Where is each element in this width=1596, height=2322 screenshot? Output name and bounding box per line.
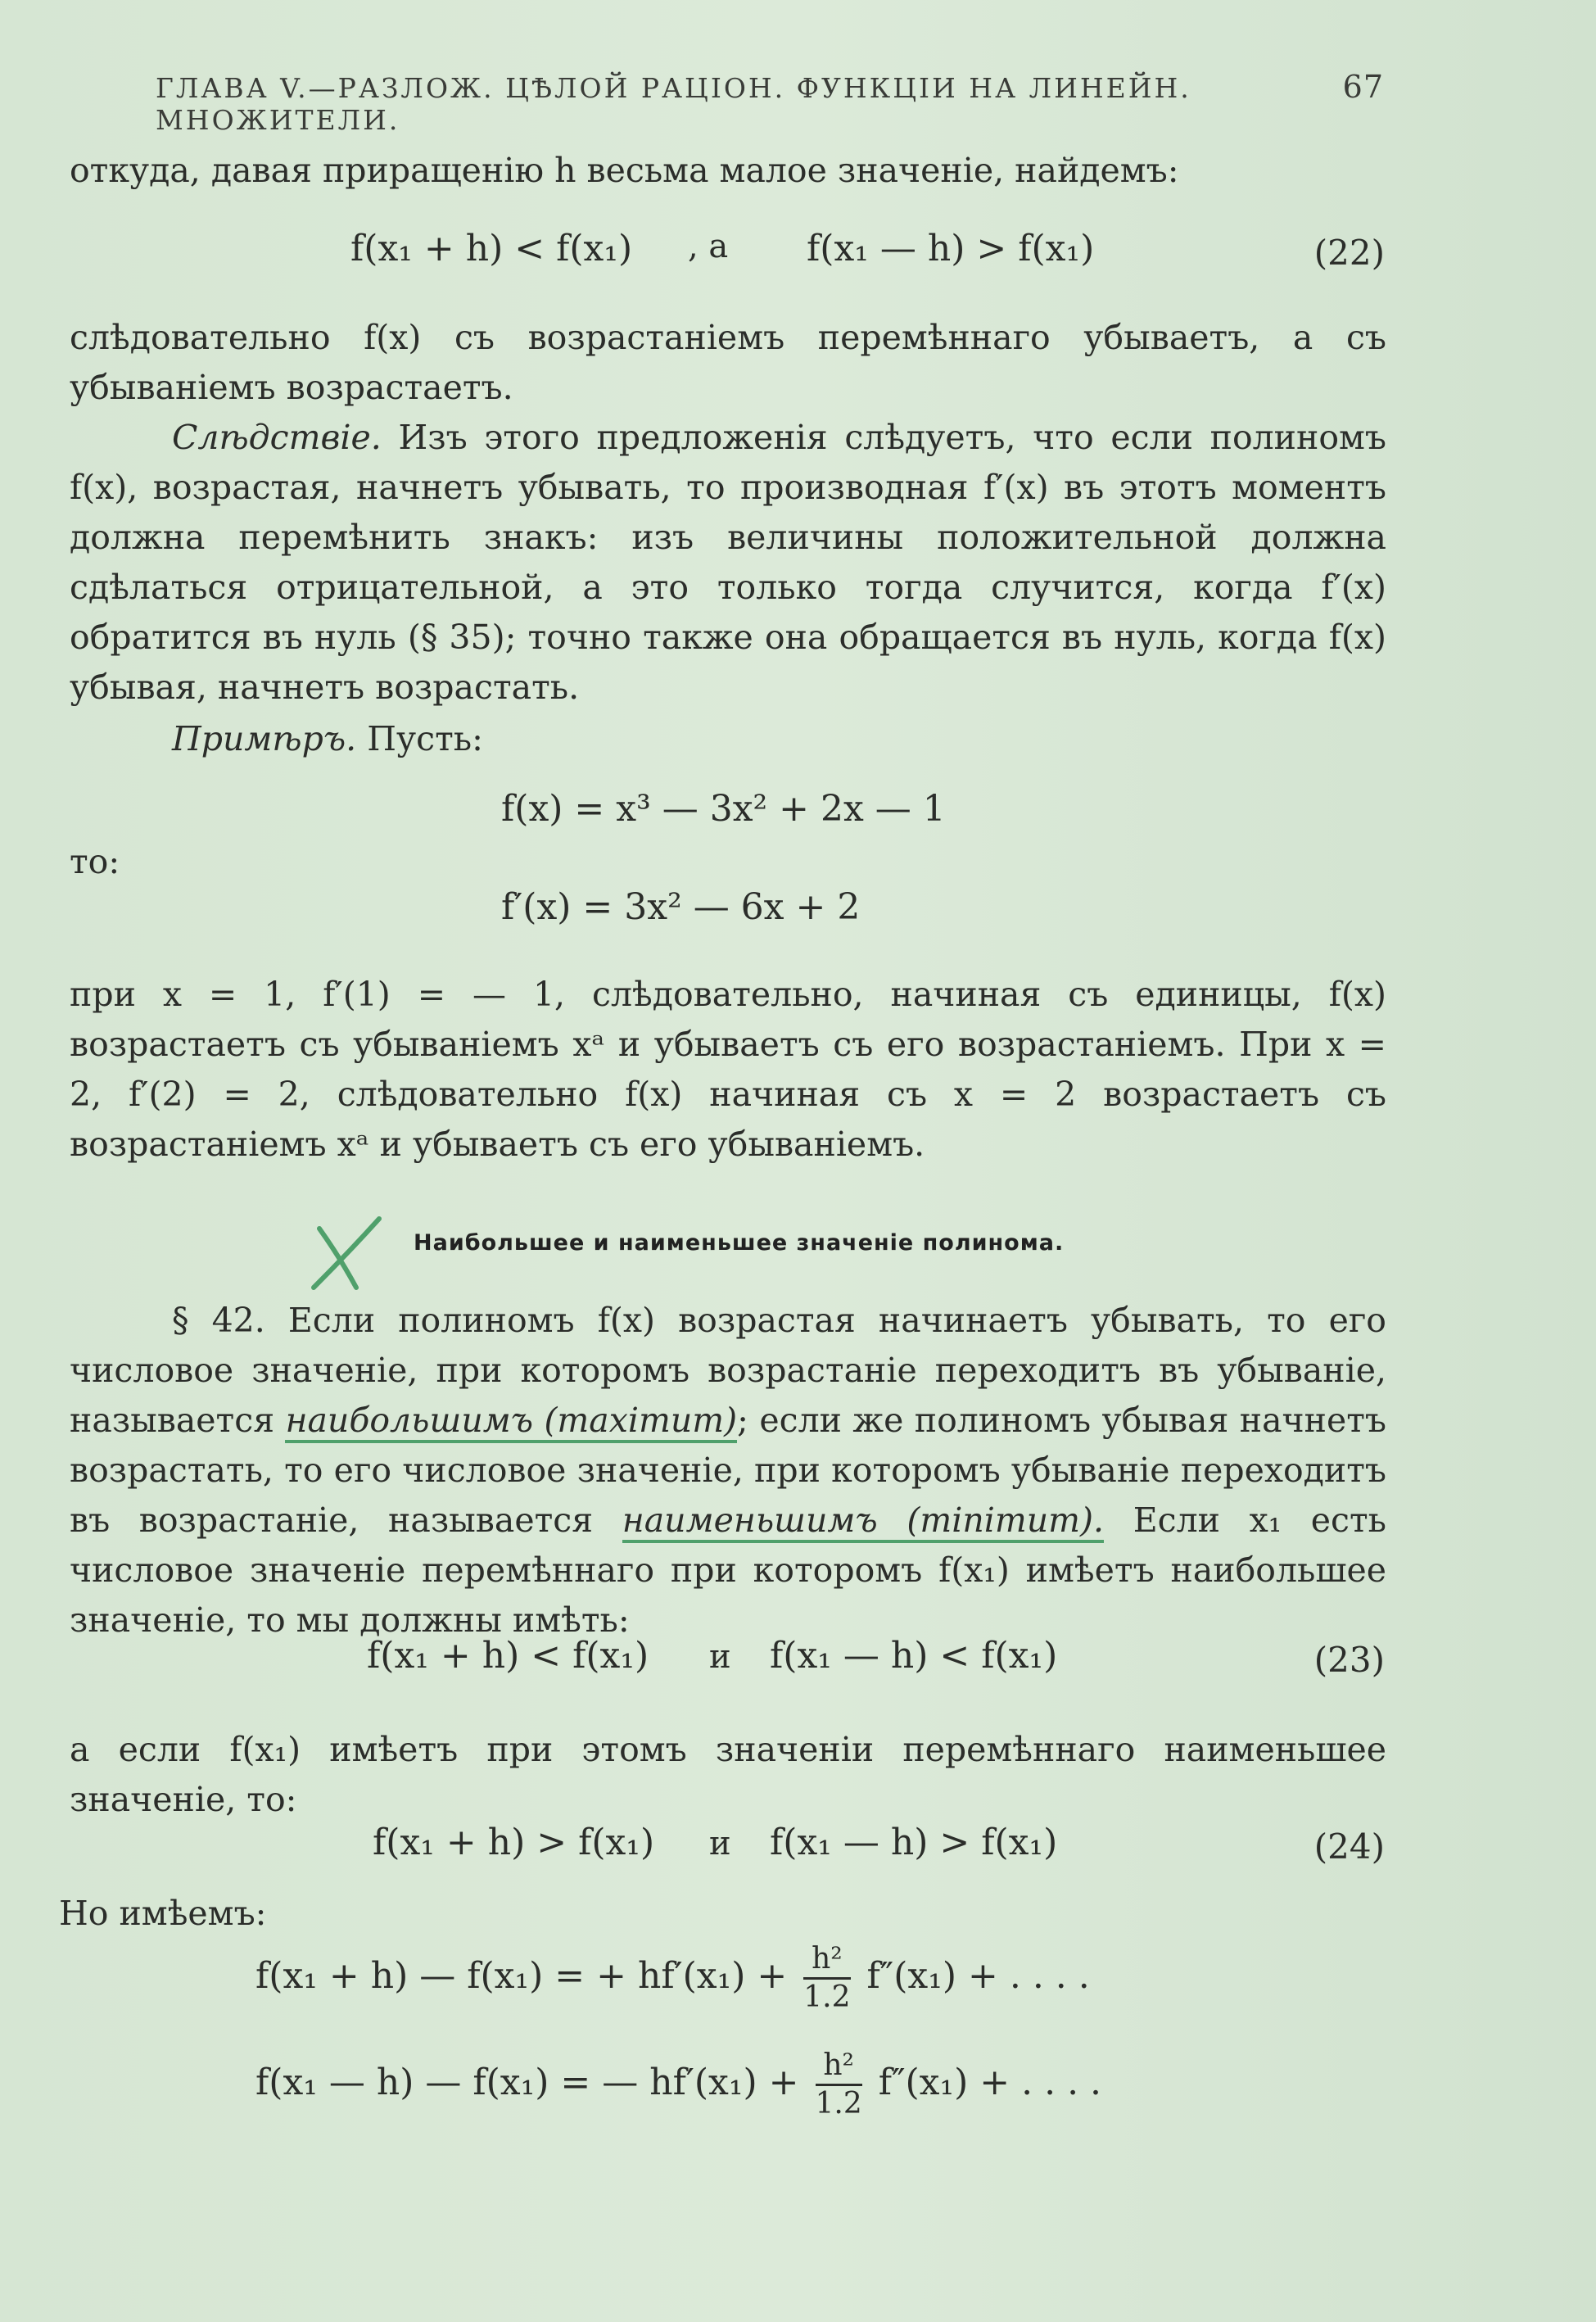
equation-fprime: f′(x) = 3x² — 6x + 2	[501, 886, 861, 928]
paragraph-example	[70, 714, 1386, 764]
paragraph-example-result: при x = 1, f′(1) = — 1, слѣдовательно, начиная съ единицы, f(x) возрастаетъ съ убыванiемъ xᵃ и убываетъ съ его возрастанiемъ. При x = 2, f′(2) = 2, слѣдовательно f(x) начиная съ x = 2 возрастаетъ съ возрастанiемъ xᵃ и убываетъ съ его убыванiемъ.	[70, 975, 1386, 1164]
equation-23-right: f(x₁ — h) < f(x₁)	[770, 1635, 1058, 1677]
term-minimum: наименьшимъ (minimum).	[622, 1500, 1104, 1543]
fraction-denominator: 1.2	[815, 2087, 862, 2121]
taylor-minus-rhs: f″(x₁) + . . . .	[878, 2062, 1102, 2103]
equation-23-number: (23)	[1313, 1640, 1385, 1680]
section-42-text-b: ; если же полиномъ убывая начнетъ возрастать, то его числовое значенiе, при которомъ убыванiе переходитъ въ возрастанiе, называется	[70, 1401, 1386, 1540]
example-text: Пусть:	[367, 719, 483, 758]
running-header	[156, 69, 1384, 136]
paragraph-section-42	[70, 1296, 1386, 1645]
fraction-numerator: h²	[803, 1941, 850, 1980]
taylor-plus-fraction	[803, 1941, 850, 2016]
term-maximum: наибольшимъ (maximum)	[285, 1401, 737, 1443]
section-title: Наибольшее и наименьшее значенiе полинома.	[414, 1230, 1065, 1256]
equation-22-number: (22)	[1313, 233, 1385, 273]
section-42-text-c: Если x₁ есть числовое значенiе перемѣннаго при которомъ f(x₁) имѣетъ наибольшее значенiе, то мы должны имѣть:	[70, 1500, 1386, 1640]
paragraph-consequence: слѣдовательно f(x) съ возрастанiемъ перемѣннаго убываетъ, а съ убыванiемъ возрастаетъ.	[70, 318, 1386, 407]
taylor-minus-fraction	[816, 2048, 862, 2122]
equation-22-right: f(x₁ — h) > f(x₁)	[807, 228, 1095, 269]
corollary-lead: Слѣдствiе.	[172, 418, 382, 457]
taylor-plus-lhs: f(x₁ + h) — f(x₁) = + hf′(x₁) +	[255, 1955, 788, 1997]
equation-23-conjunction: и	[709, 1638, 731, 1676]
taylor-minus-lhs: f(x₁ — h) — f(x₁) = — hf′(x₁) +	[255, 2062, 799, 2103]
equation-taylor-minus	[255, 2048, 1101, 2122]
equation-23-left: f(x₁ + h) < f(x₁)	[367, 1635, 649, 1677]
header-title: ГЛАВА V.—РАЗЛОЖ. ЦѢЛОЙ РАЦIОН. ФУНКЦIИ НА ЛИНЕЙН. МНОЖИТЕЛИ.	[156, 72, 1191, 136]
equation-24-left: f(x₁ + h) > f(x₁)	[373, 1822, 655, 1863]
corollary-text: Изъ этого предложенiя слѣдуетъ, что если полиномъ f(x), возрастая, начнетъ убывать, то производная f′(x) въ этотъ моментъ должна перемѣнить знакъ: изъ величины положительной должна сдѣлаться отрицательной, а это только тогда случится, когда f′(x) обратится въ нуль (§ 35); точно также она обращается въ нуль, когда f(x) убывая, начнетъ возрастать.	[70, 418, 1386, 707]
equation-taylor-plus	[255, 1941, 1090, 2016]
page-number: 67	[1342, 69, 1384, 105]
equation-24-conjunction: и	[709, 1825, 731, 1863]
equation-24-right: f(x₁ — h) > f(x₁)	[770, 1822, 1058, 1863]
section-42-text-a: § 42. Если полиномъ f(x) возрастая начинаетъ убывать, то его числовое значенiе, при которомъ возрастанiе переходитъ въ убыванiе, называется	[70, 1301, 1386, 1440]
equation-24-number: (24)	[1313, 1826, 1385, 1867]
fraction-denominator: 1.2	[803, 1980, 851, 2014]
x-mark-icon	[307, 1212, 385, 1294]
taylor-plus-rhs: f″(x₁) + . . . .	[866, 1955, 1090, 1997]
paragraph-intro: откуда, давая приращенiю h весьма малое значенiе, найдемъ:	[70, 151, 1179, 190]
label-to: то:	[70, 842, 120, 881]
equation-22-left: f(x₁ + h) < f(x₁)	[350, 228, 633, 269]
paragraph-but-we-have: Но имѣемъ:	[59, 1894, 267, 1933]
paragraph-minimum: а если f(x₁) имѣетъ при этомъ значенiи перемѣннаго наименьшее значенiе, то:	[70, 1730, 1386, 1819]
equation-22-conjunction: , а	[688, 228, 729, 265]
paragraph-corollary	[70, 413, 1386, 713]
fraction-numerator: h²	[816, 2048, 862, 2086]
example-lead: Примѣръ.	[172, 719, 357, 758]
equation-fx: f(x) = x³ — 3x² + 2x — 1	[501, 788, 946, 830]
